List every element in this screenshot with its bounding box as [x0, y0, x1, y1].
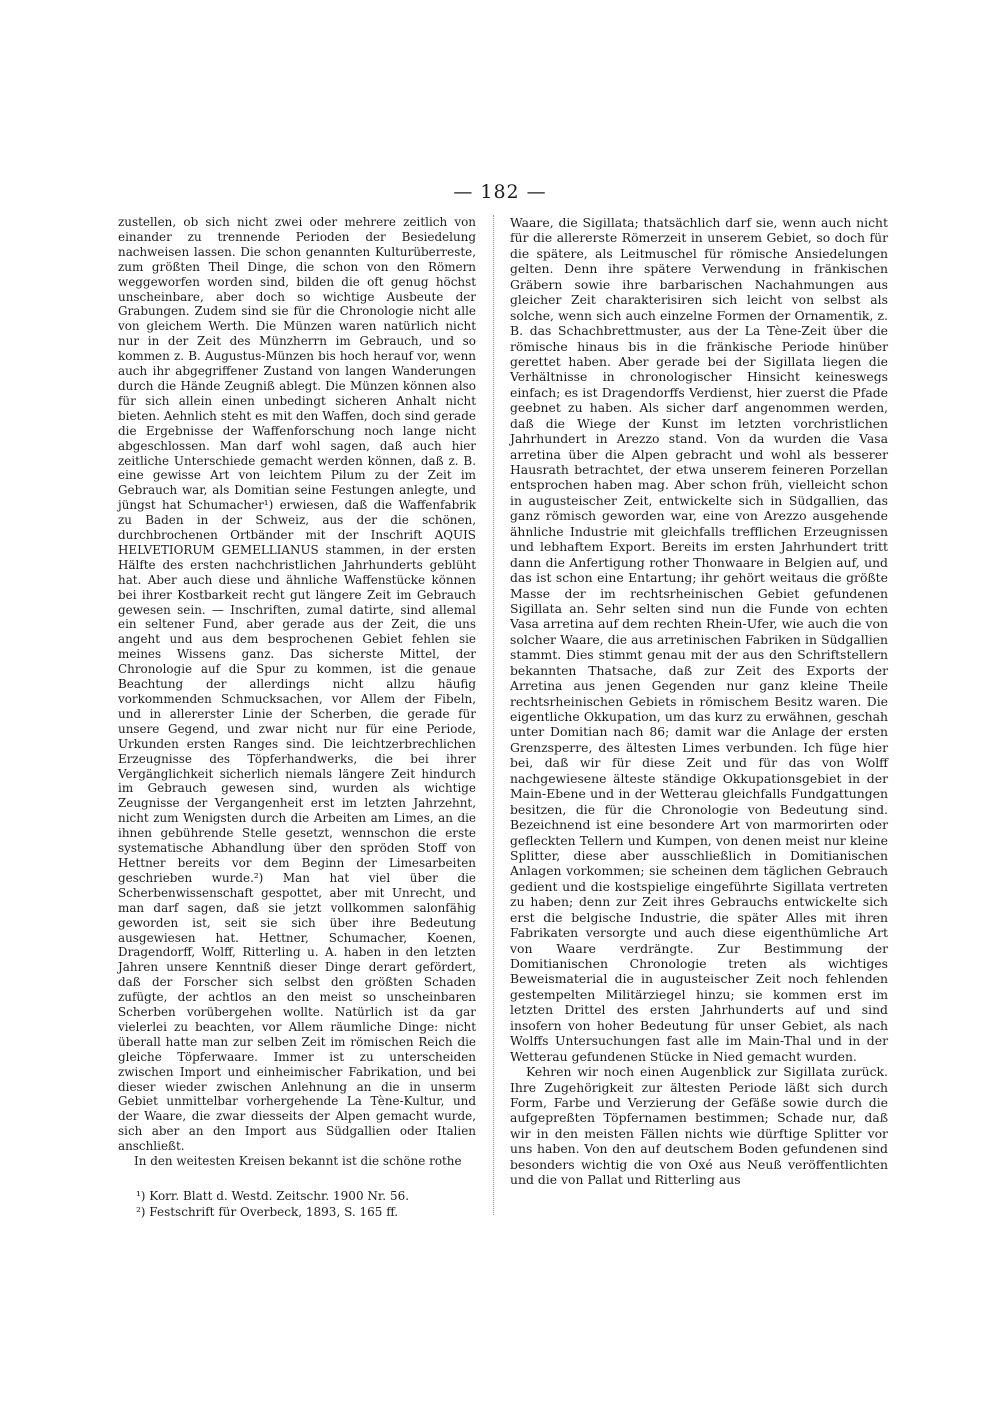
right-column [510, 215, 888, 1188]
footnote-2: ²) Festschrift für Overbeck, 1893, S. 165 ff. [136, 1205, 399, 1219]
right-paragraph-2: Kehren wir noch einen Augenblick zur Sigillata zurück. Ihre Zugehörigkeit zur ältesten Periode läßt sich durch Form, Farbe und Verzierung der Gefäße sowie durch die aufgepreßten Töpfernamen bestimmen; Schade nur, daß wir in den meisten Fällen nichts wie dürftige Splitter vor uns haben. Von den auf deutschem Boden gefundenen sind besonders wichtig die von Oxé aus Neuß veröffentlichten und die von Pallat und Ritterling aus [510, 1064, 888, 1188]
left-column [118, 215, 476, 1169]
left-paragraph-2: In den weitesten Kreisen bekannt ist die schöne rothe [134, 1154, 462, 1169]
page-number: — 182 — [453, 181, 547, 203]
footnote-1: ¹) Korr. Blatt d. Westd. Zeitschr. 1900 Nr. 56. [136, 1189, 410, 1203]
right-paragraph-1: Waare, die Sigillata; thatsächlich darf sie, wenn auch nicht für die allererste Römerzeit in unserem Gebiet, so doch für die spätere, als Leitmuschel für römische Ansiedelungen gelten. Denn ihre spätere Verwendung in fränkischen Gräbern sowie ihre barbarischen Nachahmungen aus gleicher Zeit charakterisiren sich leicht von selbst als solche, wenn sich auch einzelne Formen der Ornamentik, z. B. das Schachbrettmuster, aus der La Tène-Zeit über die römische hinaus bis in die fränkische Periode hinüber gerettet haben. Aber gerade bei der Sigillata liegen die Verhältnisse in chronologischer Hinsicht keineswegs einfach; es ist Dragendorffs Verdienst, hier zuerst die Pfade geebnet zu haben. Als sicher darf angenommen werden, daß die Wiege der Kunst im letzten vorchristlichen Jahrhundert in Arezzo stand. Von da wurden die Vasa arretina über die Alpen gebracht und wohl als besserer Hausrath betrachtet, der etwa unserem feineren Porzellan entsprochen haben mag. Aber schon früh, vielleicht schon in augusteischer Zeit, entwickelte sich in Südgallien, das ganz römisch geworden war, eine von Arezzo ausgehende ähnliche Industrie mit gleichfalls trefflichen Erzeugnissen und lebhaftem Export. Bereits im ersten Jahrhundert tritt dann die Anfertigung rother Thonwaare in Belgien auf, und das ist schon eine Entartung; ihr gehört weitaus die größte Masse der im rechtsrheinischen Gebiet gefundenen Sigillata an. Sehr selten sind nun die Funde von echten Vasa arretina auf dem rechten Rhein-Ufer, wie auch die von solcher Waare, die aus arretinischen Fabriken in Südgallien stammt. Dies stimmt genau mit der aus den Schriftstellern bekannten Thatsache, daß zur Zeit des Exports der Arretina aus jenen Gegenden nur ganz kleine Theile rechtsrheinischen Gebiets in römischem Besitz waren. Die eigentliche Okkupation, um das kurz zu erwähnen, geschah unter Domitian nach 86; damit war die Anlage der ersten Grenzsperre, des ältesten Limes verbunden. Ich füge hier bei, daß wir für diese Zeit und für das von Wolff nachgewiesene älteste ständige Okkupationsgebiet in der Main-Ebene und in der Wetterau gleichfalls Fundgattungen besitzen, die für die Chronologie von Bedeutung sind. Bezeichnend ist eine besondere Art von marmorirten oder gefleckten Tellern und Kumpen, von denen meist nur kleine Splitter, diese aber ausschließlich in Domitianischen Anlagen vorkommen; sie scheinen dem täglichen Gebrauch gedient und die kostspielige eingeführte Sigillata vertreten zu haben; denn zur Zeit ihres Gebrauchs entwickelte sich erst die belgische Industrie, die später Alles mit ihren Fabrikaten versorgte und auch diese eigenthümliche Art von Waare verdrängte. Zur Bestimmung der Domitianischen Chronologie treten als wichtiges Beweismaterial die in augusteischer Zeit noch fehlenden gestempelten Militärziegel hinzu; sie kommen erst im letzten Drittel des ersten Jahrhunderts auf und sind insofern von hoher Bedeutung für unser Gebiet, als nach Wolffs Untersuchungen fast alle im Main-Thal und in der Wetterau gefundenen Stücke in Nied gemacht wurden. [510, 215, 888, 1064]
footnotes [136, 1188, 466, 1220]
column-divider [493, 215, 494, 1215]
left-paragraph-1: zustellen, ob sich nicht zwei oder mehrere zeitlich von einander zu trennende Perioden der Besiedelung nachweisen lassen. Die schon genannten Kulturüberreste, zum größten Theil Dinge, die schon von den Römern weggeworfen worden sind, bilden die oft genug höchst unscheinbare, aber doch so wichtige Ausbeute der Grabungen. Zudem sind sie für die Chronologie nicht alle von gleichem Werth. Die Münzen waren natürlich nicht nur in der Zeit des Münzherrn im Gebrauch, und so kommen z. B. Augustus-Münzen bis hoch herauf vor, wenn auch ihr abgegriffener Zustand von langen Wanderungen durch die Hände Zeugniß ablegt. Die Münzen können also für sich allein einen unbedingt sicheren Anhalt nicht bieten. Aehnlich steht es mit den Waffen, doch sind gerade die Ergebnisse der Waffenforschung noch lange nicht abgeschlossen. Man darf wohl sagen, daß auch hier zeitliche Unterschiede gemacht werden können, daß z. B. eine gewisse Art von leichtem Pilum zu der Zeit im Gebrauch war, als Domitian seine Festungen anlegte, und jüngst hat Schumacher¹) erwiesen, daß die Waffenfabrik zu Baden in der Schweiz, aus der die schönen, durchbrochenen Ortbänder mit der Inschrift AQUIS HELVETIORUM GEMELLIANUS stammen, in der ersten Hälfte des ersten nachchristlichen Jahrhunderts geblüht hat. Aber auch diese und ähnliche Waffenstücke können bei ihrer Kostbarkeit recht gut längere Zeit im Gebrauch gewesen sein. — Inschriften, zumal datirte, sind allemal ein seltener Fund, aber gerade aus der Zeit, die uns angeht und aus dem besprochenen Gebiet fehlen sie meines Wissens ganz. Das sicherste Mittel, der Chronologie auf die Spur zu kommen, ist die genaue Beachtung der allerdings nicht allzu häufig vorkommenden Schmucksachen, vor Allem der Fibeln, und in allererster Linie der Scherben, die gerade für unsere Gegend, und zwar nicht nur für eine Periode, Urkunden ersten Ranges sind. Die leichtzerbrechlichen Erzeugnisse des Töpferhandwerks, die bei ihrer Vergänglichkeit sicherlich niemals längere Zeit hindurch im Gebrauch gewesen sind, wurden als wichtige Zeugnisse der Vergangenheit erst im letzten Jahrzehnt, nicht zum Wenigsten durch die Arbeiten am Limes, an die ihnen gebührende Stelle gesetzt, wennschon die erste systematische Abhandlung über den spröden Stoff von Hettner bereits vor dem Beginn der Limesarbeiten geschrieben wurde.²) Man hat viel über die Scherbenwissenschaft gespottet, aber mit Unrecht, und man darf sagen, daß sie jetzt vollkommen salonfähig geworden ist, seit sie sich über ihre Bedeutung ausgewiesen hat. Hettner, Schumacher, Koenen, Dragendorff, Wolff, Ritterling u. A. haben in den letzten Jahren unsere Kenntniß dieser Dinge derart gefördert, daß der Forscher sich selbst den größten Schaden zufügte, der achtlos an den meist so unscheinbaren Scherben vorübergehen wollte. Natürlich ist da gar vielerlei zu beachten, vor Allem räumliche Dinge: nicht überall hatte man zur selben Zeit im römischen Reich die gleiche Töpferwaare. Immer ist zu unterscheiden zwischen Import und einheimischer Fabrikation, und bei dieser wieder zwischen Anlehnung an die in unserm Gebiet unmittelbar vorhergehende La Tène-Kultur, und der Waare, die zwar diesseits der Alpen gemacht wurde, sich aber an den Import aus Südgallien oder Italien anschließt. [118, 215, 476, 1154]
